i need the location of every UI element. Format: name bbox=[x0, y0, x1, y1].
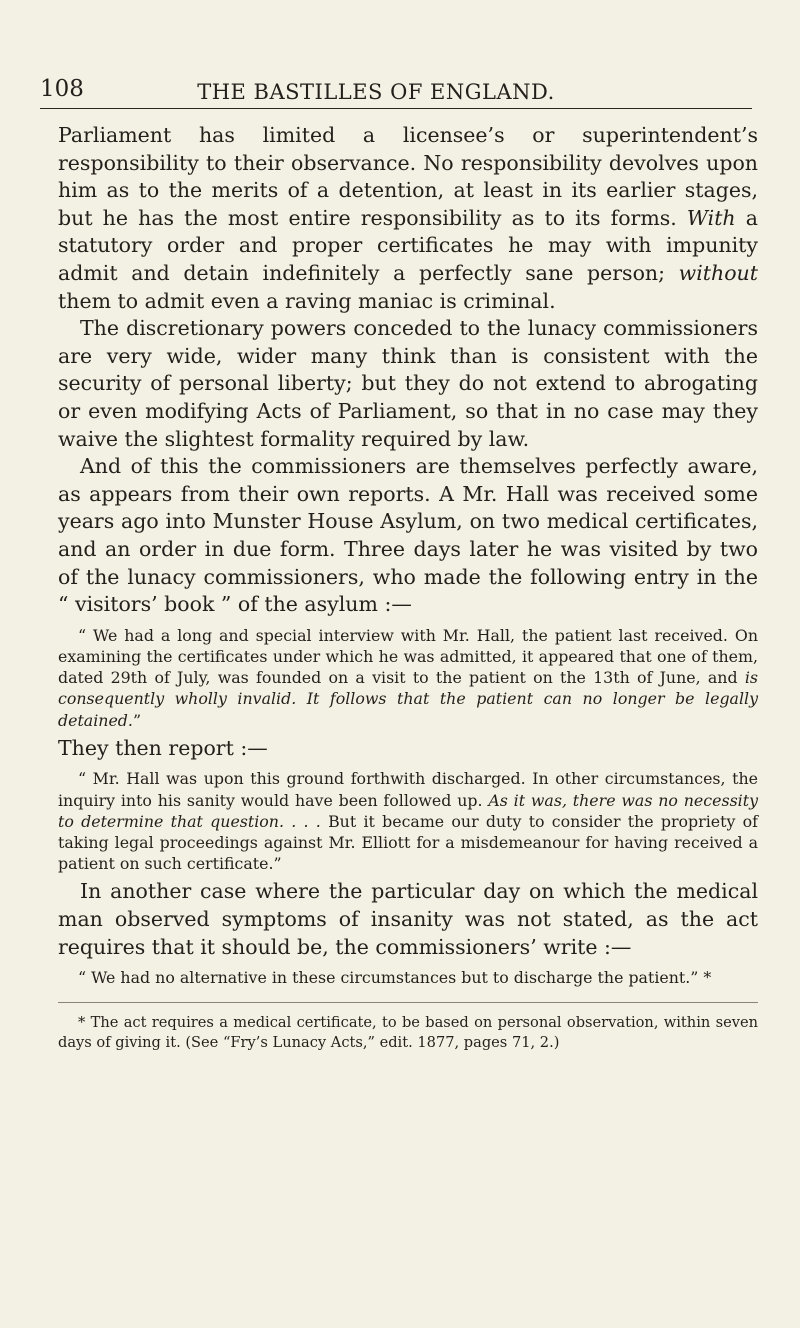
paragraph-2: The discretionary powers conceded to the lunacy commissioners are very wide, wider many think than is consistent with the security of personal liberty; but they do not extend to abrogating or even modifying Acts of Parliament, so that in no case may they waive the slightest formality required by law. bbox=[58, 316, 758, 451]
footnote: * The act requires a medical certificate, to be based on personal observation, within seven days of giving it. (See “Fry’s Lunacy Acts,” edit. 1877, pages 71, 2.) bbox=[58, 1002, 758, 1053]
quote-visitors-book: “ We had a long and special interview with Mr. Hall, the patient last received. On examining the certificates under which he was admitted, it appeared that one of them, dated 29th of July, was founded on a visit to the patient on the 13th of June, and is consequently wholly invalid. It follows that the patient can no longer be legally detained.” bbox=[58, 625, 758, 730]
paragraph-5: In another case where the particular day on which the medical man observed symptoms of insanity was not stated, as the act requires that it should be, the commissioners’ write :— bbox=[58, 879, 758, 959]
page-header bbox=[40, 76, 752, 109]
emphasis-without: without bbox=[678, 260, 758, 285]
emphasis-with: With bbox=[686, 205, 736, 230]
paragraph-3: And of this the commissioners are themselves perfectly aware, as appears from their own reports. A Mr. Hall was received some years ago into Munster House Asylum, on two medical certificates, and an order in due form. Three days later he was visited by two of the lunacy commissioners, who made the following entry in the “ visitors’ book ” of the asylum :— bbox=[58, 454, 758, 617]
quote-discharge: “ We had no alternative in these circumstances but to discharge the patient.” * bbox=[78, 968, 712, 988]
paragraph-1: Parliament has limited a licensee’s or superintendent’s responsibility to their observance. No responsibility devolves upon him as to the merits of a detention, at least in its earlier stages, but he has the most entire responsibility as to its forms. With a statutory order and proper certificates he may with impunity admit and detain indefinitely a perfectly sane person; without them to admit even a raving maniac is criminal. bbox=[58, 123, 758, 313]
page-number: 108 bbox=[40, 76, 84, 102]
paragraph-4: They then report :— bbox=[58, 735, 268, 760]
running-title: THE BASTILLES OF ENGLAND. bbox=[197, 80, 555, 104]
quote-report: “ Mr. Hall was upon this ground forthwith discharged. In other circumstances, the inquiry into his sanity would have been followed up. As it was, there was no necessity to determine that question. . . . But it became our duty to consider the propriety of taking legal proceedings against Mr. Elliott for a misdemeanour for having received a patient on such certificate.” bbox=[58, 769, 758, 874]
page-body bbox=[58, 122, 758, 1053]
